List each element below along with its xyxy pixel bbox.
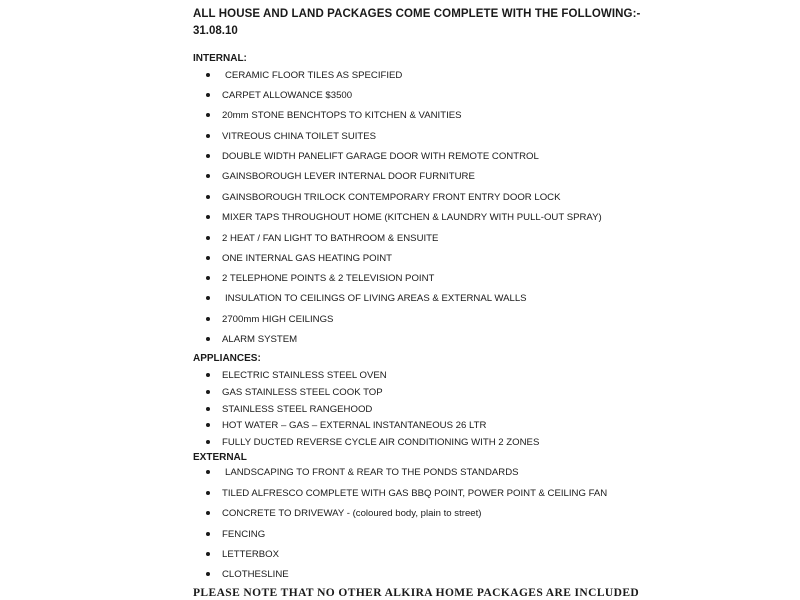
list-item: CERAMIC FLOOR TILES AS SPECIFIED — [206, 69, 402, 83]
bullet-icon — [206, 440, 210, 444]
list-item: STAINLESS STEEL RANGEHOOD — [206, 403, 372, 417]
section-heading-internal: INTERNAL: — [193, 53, 247, 64]
list-item: VITREOUS CHINA TOILET SUITES — [206, 130, 376, 144]
bullet-icon — [206, 134, 210, 138]
list-item: CLOTHESLINE — [206, 568, 289, 582]
list-item: CARPET ALLOWANCE $3500 — [206, 89, 352, 103]
bullet-icon — [206, 154, 210, 158]
list-item: 20mm STONE BENCHTOPS TO KITCHEN & VANITIES — [206, 109, 462, 123]
list-item: 2 HEAT / FAN LIGHT TO BATHROOM & ENSUITE — [206, 232, 438, 246]
bullet-icon — [206, 491, 210, 495]
bullet-icon — [206, 373, 210, 377]
list-item: 2700mm HIGH CEILINGS — [206, 313, 333, 327]
bullet-icon — [206, 552, 210, 556]
bullet-icon — [206, 511, 210, 515]
list-item: FENCING — [206, 528, 265, 542]
footer-note: PLEASE NOTE THAT NO OTHER ALKIRA HOME PACKAGES ARE INCLUDED — [193, 587, 640, 599]
bullet-icon — [206, 215, 210, 219]
list-item: ONE INTERNAL GAS HEATING POINT — [206, 252, 392, 266]
list-item: LETTERBOX — [206, 548, 279, 562]
page-title: ALL HOUSE AND LAND PACKAGES COME COMPLETE WITH THE FOLLOWING:- — [193, 8, 641, 20]
list-item: GAINSBOROUGH LEVER INTERNAL DOOR FURNITURE — [206, 170, 475, 184]
list-item: CONCRETE TO DRIVEWAY - (coloured body, plain to street) — [206, 507, 481, 521]
list-item: LANDSCAPING TO FRONT & REAR TO THE PONDS STANDARDS — [206, 466, 519, 480]
list-item: ELECTRIC STAINLESS STEEL OVEN — [206, 369, 387, 383]
bullet-icon — [206, 113, 210, 117]
bullet-icon — [206, 276, 210, 280]
bullet-icon — [206, 390, 210, 394]
list-item: ALARM SYSTEM — [206, 333, 297, 347]
list-item: GAINSBOROUGH TRILOCK CONTEMPORARY FRONT ENTRY DOOR LOCK — [206, 191, 561, 205]
list-item: DOUBLE WIDTH PANELIFT GARAGE DOOR WITH REMOTE CONTROL — [206, 150, 539, 164]
bullet-icon — [206, 337, 210, 341]
bullet-icon — [206, 256, 210, 260]
bullet-icon — [206, 317, 210, 321]
list-item: FULLY DUCTED REVERSE CYCLE AIR CONDITIONING WITH 2 ZONES — [206, 436, 539, 450]
list-item: 2 TELEPHONE POINTS & 2 TELEVISION POINT — [206, 272, 434, 286]
bullet-icon — [206, 73, 210, 77]
list-item: INSULATION TO CEILINGS OF LIVING AREAS & EXTERNAL WALLS — [206, 292, 527, 306]
bullet-icon — [206, 236, 210, 240]
bullet-icon — [206, 423, 210, 427]
list-item: HOT WATER – GAS – EXTERNAL INSTANTANEOUS 26 LTR — [206, 419, 486, 433]
bullet-icon — [206, 296, 210, 300]
bullet-icon — [206, 407, 210, 411]
bullet-icon — [206, 532, 210, 536]
bullet-icon — [206, 470, 210, 474]
bullet-icon — [206, 174, 210, 178]
bullet-icon — [206, 93, 210, 97]
list-item: MIXER TAPS THROUGHOUT HOME (KITCHEN & LAUNDRY WITH PULL-OUT SPRAY) — [206, 211, 602, 225]
section-heading-external: EXTERNAL — [193, 452, 247, 463]
section-heading-appliances: APPLIANCES: — [193, 353, 261, 364]
bullet-icon — [206, 195, 210, 199]
document-date: 31.08.10 — [193, 25, 238, 37]
list-item: GAS STAINLESS STEEL COOK TOP — [206, 386, 383, 400]
bullet-icon — [206, 572, 210, 576]
list-item: TILED ALFRESCO COMPLETE WITH GAS BBQ POINT, POWER POINT & CEILING FAN — [206, 487, 607, 501]
